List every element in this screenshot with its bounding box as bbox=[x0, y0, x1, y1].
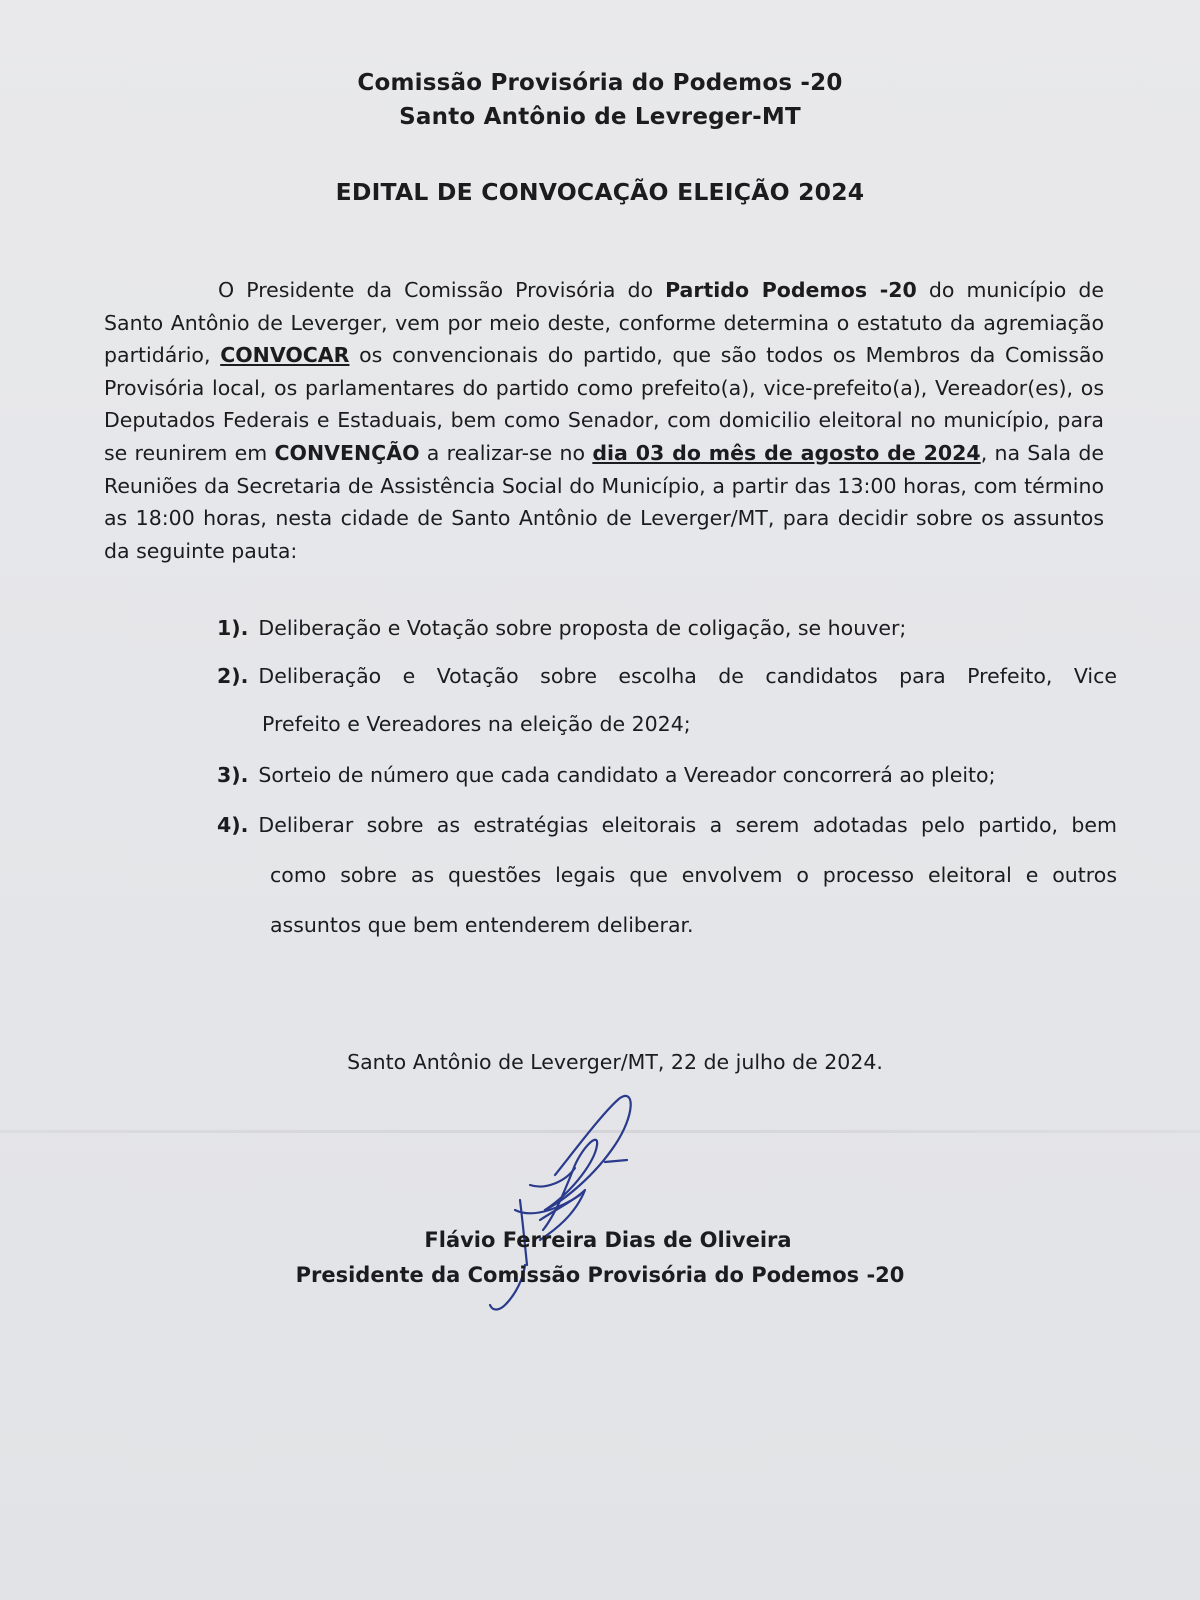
agenda-continuation: assuntos que bem entenderem deliberar. bbox=[270, 913, 694, 937]
agenda-item bbox=[217, 651, 1117, 701]
agenda-item bbox=[217, 800, 1117, 850]
body-text-3: os convencionais do partido, que são todos os Membros da Comissão Provisória local, os parlamentares do partido como prefeito(a), vice-prefeito(a), Vereador(es), os Deputados Federais e Estaduais, bem como Senador, com domicilio eleitoral no município, para se reunirem em bbox=[104, 343, 1105, 465]
agenda-text: Sorteio de número que cada candidato a Vereador concorrerá ao pleito; bbox=[258, 763, 996, 787]
agenda-text: Deliberar sobre as estratégias eleitorais a serem adotadas pelo partido, bem bbox=[258, 813, 1117, 837]
body-text-4: a realizar-se no bbox=[419, 440, 593, 465]
body-text-2: do município de Santo Antônio de Leverger, vem por meio deste, conforme determina o estatuto da agremiação partidário, bbox=[104, 278, 1104, 368]
place-and-date: Santo Antônio de Leverger/MT, 22 de julho de 2024. bbox=[347, 1050, 883, 1074]
party-name: Partido Podemos -20 bbox=[665, 278, 917, 302]
agenda-item bbox=[217, 750, 996, 800]
agenda-item bbox=[217, 603, 906, 653]
meeting-date: dia 03 do mês de agosto de 2024 bbox=[592, 440, 981, 465]
signatory-role: Presidente da Comissão Provisória do Podemos -20 bbox=[295, 1263, 905, 1287]
agenda-number: 1). bbox=[217, 616, 249, 640]
convocar-emphasis: CONVOCAR bbox=[220, 343, 350, 368]
agenda-number: 2). bbox=[217, 664, 249, 688]
document-title: EDITAL DE CONVOCAÇÃO ELEIÇÃO 2024 bbox=[335, 178, 865, 206]
convocation-paragraph bbox=[104, 274, 1104, 567]
agenda-continuation: como sobre as questões legais que envolvem o processo eleitoral e outros bbox=[270, 863, 1117, 887]
signatory-name: Flávio Ferreira Dias de Oliveira bbox=[424, 1228, 792, 1252]
header-municipality: Santo Antônio de Levreger-MT bbox=[399, 104, 801, 130]
convencao-emphasis: CONVENÇÃO bbox=[274, 440, 420, 465]
agenda-text: Deliberação e Votação sobre proposta de coligação, se houver; bbox=[258, 616, 907, 640]
handwritten-signature bbox=[485, 1090, 685, 1330]
body-text-5: , na Sala de Reuniões da Secretaria de Assistência Social do Município, a partir das 13:00 horas, com término as 18:00 horas, nesta cidade de Santo Antônio de Leverger/MT, para decidir sobre os assuntos da seguinte pauta: bbox=[104, 440, 1105, 563]
agenda-text: Deliberação e Votação sobre escolha de candidatos para Prefeito, Vice bbox=[258, 664, 1117, 688]
agenda-number: 4). bbox=[217, 813, 249, 837]
body-text-1: O Presidente da Comissão Provisória do bbox=[218, 278, 666, 302]
header-committee: Comissão Provisória do Podemos -20 bbox=[357, 70, 843, 96]
agenda-continuation: Prefeito e Vereadores na eleição de 2024; bbox=[262, 712, 691, 736]
agenda-number: 3). bbox=[217, 763, 249, 787]
